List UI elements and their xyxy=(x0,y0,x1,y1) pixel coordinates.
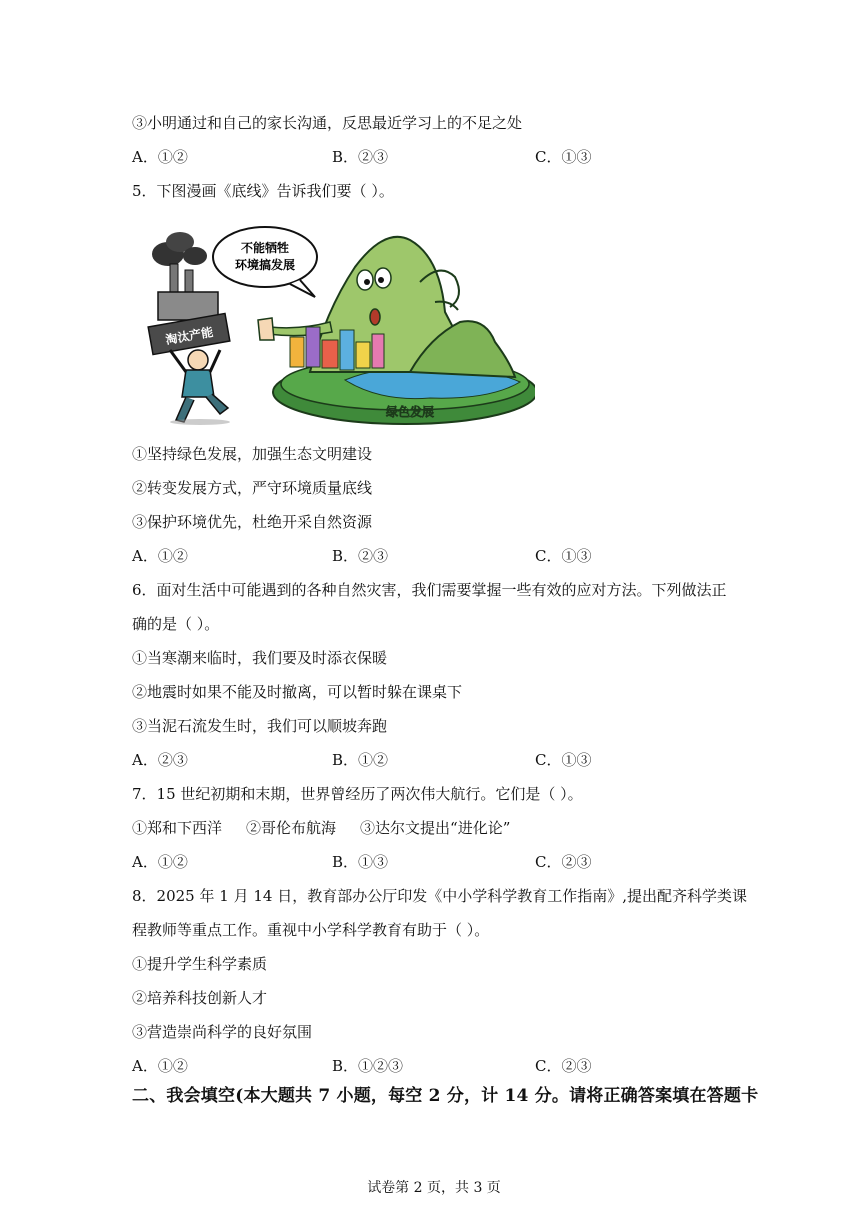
q4-option-c[interactable]: C．①③ xyxy=(535,148,592,166)
page-footer: 试卷第 2 页，共 3 页 xyxy=(367,1180,501,1196)
q6-option-a[interactable]: A．②③ xyxy=(132,751,188,769)
q8-stem-line-1: 8．2025 年 1 月 14 日，教育部办公厅印发《中小学科学教育工作指南》,提出配齐科学类课 xyxy=(132,887,747,905)
q8-statement-3: ③营造崇尚科学的良好氛围 xyxy=(132,1023,313,1041)
sign-label: 淘汰产能 xyxy=(164,324,215,348)
q7-option-c[interactable]: C．②③ xyxy=(535,853,592,871)
q8-option-c[interactable]: C．②③ xyxy=(535,1057,592,1075)
q5-option-b[interactable]: B．②③ xyxy=(332,547,389,565)
q5-option-a[interactable]: A．①② xyxy=(132,547,188,565)
bubble-line-1: 不能牺牲 xyxy=(240,241,290,255)
q7-statement-2: ②哥伦布航海 xyxy=(246,819,337,837)
q6-option-c[interactable]: C．①③ xyxy=(535,751,592,769)
q5-statement-1: ①坚持绿色发展，加强生态文明建设 xyxy=(132,445,373,463)
cartoon-bottom-line xyxy=(140,222,535,428)
q7-statement-3: ③达尔文提出“进化论” xyxy=(360,819,511,837)
q4-option-b[interactable]: B．②③ xyxy=(332,148,389,166)
q8-option-b[interactable]: B．①②③ xyxy=(332,1057,404,1075)
q4-option-a[interactable]: A．①② xyxy=(132,148,188,166)
q8-statement-2: ②培养科技创新人才 xyxy=(132,989,268,1007)
section-2-heading: 二、我会填空(本大题共 7 小题，每空 2 分，计 14 分。请将正确答案填在答题卡 xyxy=(132,1086,759,1106)
q8-option-a[interactable]: A．①② xyxy=(132,1057,188,1075)
q5-option-c[interactable]: C．①③ xyxy=(535,547,592,565)
q6-stem-line-1: 6．面对生活中可能遇到的各种自然灾害，我们需要掌握一些有效的应对方法。下列做法正 xyxy=(132,581,727,599)
q8-stem-line-2: 程教师等重点工作。重视中小学科学教育有助于（ ）。 xyxy=(132,921,490,939)
q5-statement-2: ②转变发展方式，严守环境质量底线 xyxy=(132,479,373,497)
q6-option-b[interactable]: B．①② xyxy=(332,751,389,769)
q6-statement-3: ③当泥石流发生时，我们可以顺坡奔跑 xyxy=(132,717,388,735)
base-label: 绿色发展 xyxy=(385,405,435,419)
q4-statement-3: ③小明通过和自己的家长沟通，反思最近学习上的不足之处 xyxy=(132,114,523,132)
q7-statements xyxy=(132,817,510,839)
q7-statement-1: ①郑和下西洋 xyxy=(132,819,223,837)
bubble-line-2: 环境搞发展 xyxy=(234,258,296,272)
q7-stem: 7．15 世纪初期和末期，世界曾经历了两次伟大航行。它们是（ ）。 xyxy=(132,785,583,803)
q7-option-a[interactable]: A．①② xyxy=(132,853,188,871)
q6-statement-1: ①当寒潮来临时，我们要及时添衣保暖 xyxy=(132,649,388,667)
q5-stem: 5．下图漫画《底线》告诉我们要（ ）。 xyxy=(132,182,394,200)
q5-statement-3: ③保护环境优先，杜绝开采自然资源 xyxy=(132,513,373,531)
q6-stem-line-2: 确的是（ ）。 xyxy=(132,615,220,633)
q6-statement-2: ②地震时如果不能及时撤离，可以暂时躲在课桌下 xyxy=(132,683,463,701)
q7-option-b[interactable]: B．①③ xyxy=(332,853,389,871)
q8-statement-1: ①提升学生科学素质 xyxy=(132,955,268,973)
